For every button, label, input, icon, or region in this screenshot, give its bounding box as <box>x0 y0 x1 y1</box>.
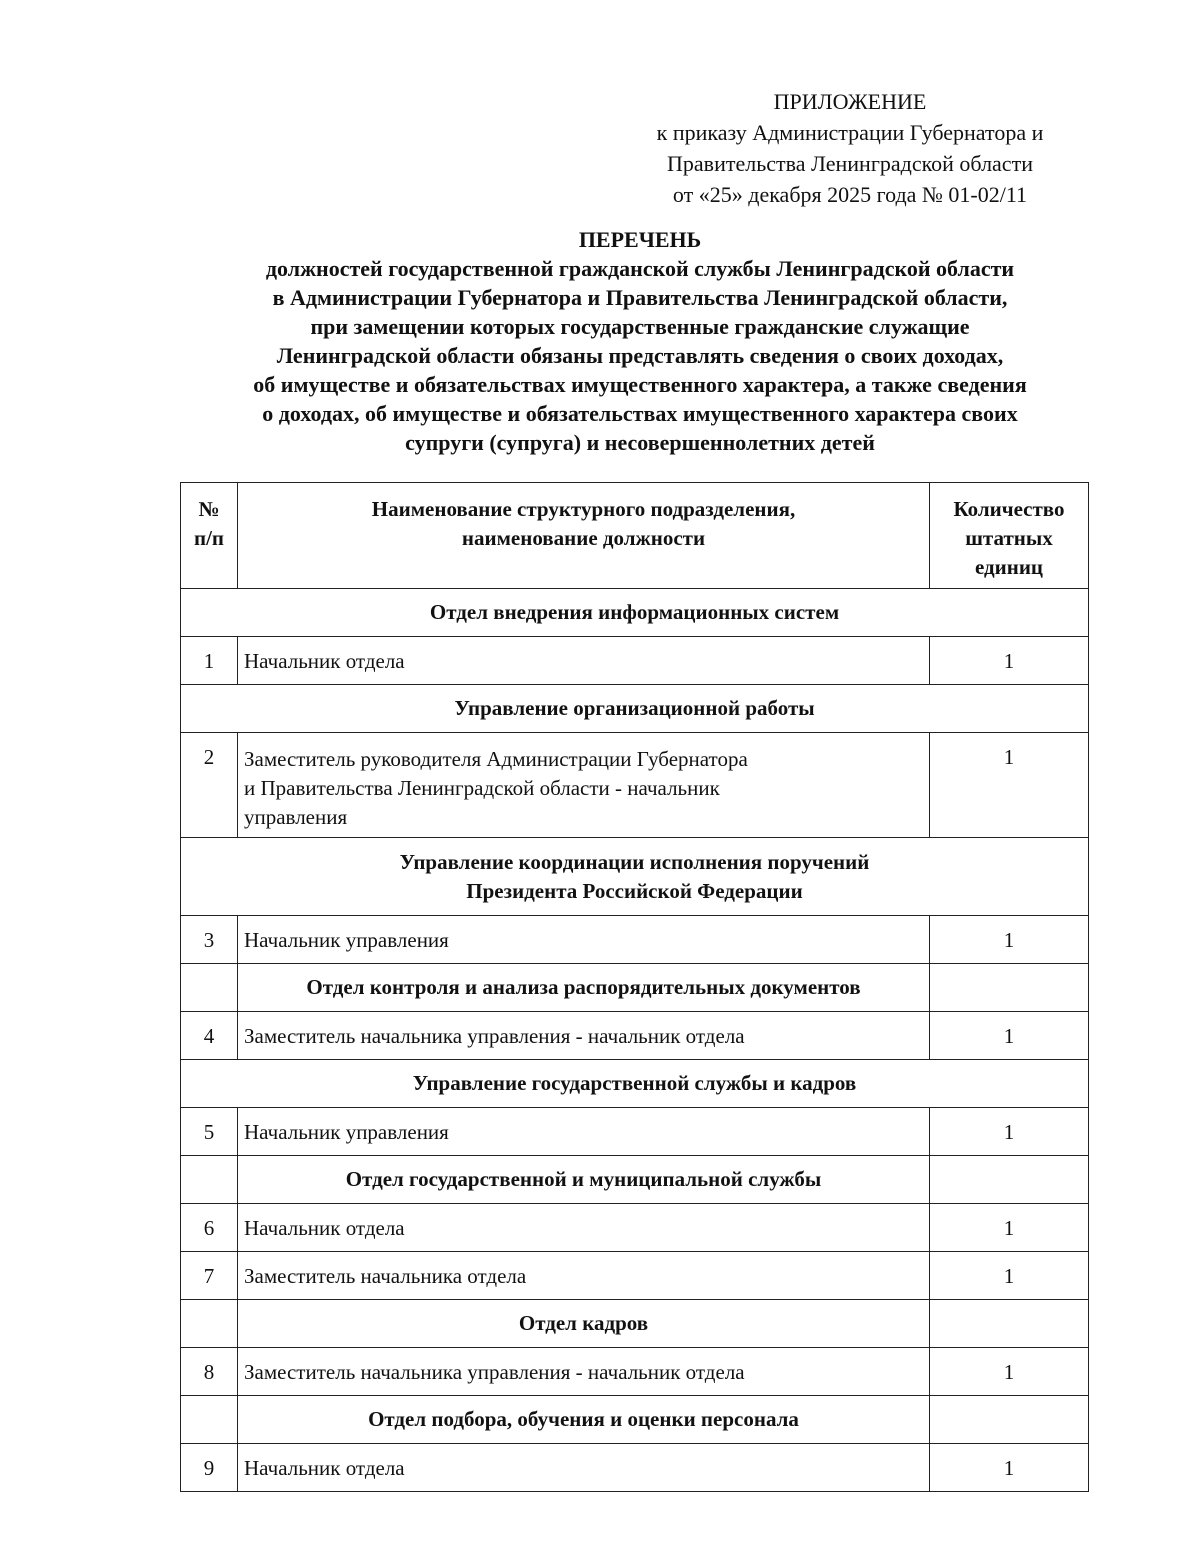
position-name-line: Заместитель руководителя Администрации Губернатора <box>244 747 748 771</box>
header-count-line: Количество <box>953 497 1065 521</box>
table-row <box>181 1204 1089 1252</box>
document-title <box>180 225 1100 457</box>
title-line: об имуществе и обязательствах имущественного характера, а также сведения <box>253 372 1027 397</box>
staff-count: 1 <box>930 1444 1089 1492</box>
header-name-line: наименование должности <box>461 526 706 550</box>
table-row <box>181 916 1089 964</box>
section-row <box>181 838 1089 916</box>
subsection-title: Отдел кадров <box>238 1300 930 1348</box>
staff-count: 1 <box>930 1204 1089 1252</box>
staff-count: 1 <box>930 1252 1089 1300</box>
appendix-order-ref: к приказу Администрации Губернатора и <box>656 120 1044 145</box>
table-row <box>181 637 1089 685</box>
position-name: Начальник отдела <box>238 637 930 685</box>
header-count-line: штатных <box>965 526 1053 550</box>
staff-count: 1 <box>930 1108 1089 1156</box>
title-line: супруги (супруга) и несовершеннолетних детей <box>405 430 875 455</box>
appendix-order-date: от «25» декабря 2025 года № 01-02/11 <box>672 182 1028 207</box>
header-num-line: п/п <box>193 526 225 550</box>
header-count-line: единиц <box>974 555 1044 579</box>
position-name: Начальник управления <box>238 1108 930 1156</box>
appendix-order-ref-2: Правительства Ленинградской области <box>667 151 1033 176</box>
table-row <box>181 1348 1089 1396</box>
section-title: Управление организационной работы <box>181 685 1089 733</box>
staff-count: 1 <box>930 1348 1089 1396</box>
subsection-row <box>181 1156 1089 1204</box>
table-row <box>181 1108 1089 1156</box>
row-number: 5 <box>181 1108 238 1156</box>
subsection-row <box>181 964 1089 1012</box>
appendix-block <box>600 86 1100 210</box>
section-row <box>181 589 1089 637</box>
title-heading: ПЕРЕЧЕНЬ <box>578 227 702 252</box>
header-name-line: Наименование структурного подразделения, <box>371 497 796 521</box>
position-name: Заместитель начальника управления - начальник отдела <box>238 1012 930 1060</box>
subsection-title: Отдел подбора, обучения и оценки персонала <box>238 1396 930 1444</box>
row-number: 1 <box>181 637 238 685</box>
position-name: Заместитель начальника отдела <box>238 1252 930 1300</box>
row-number: 8 <box>181 1348 238 1396</box>
title-line: в Администрации Губернатора и Правительства Ленинградской области, <box>272 285 1008 310</box>
staff-count: 1 <box>930 733 1089 838</box>
position-name: Заместитель начальника управления - начальник отдела <box>238 1348 930 1396</box>
position-name-line: и Правительства Ленинградской области - начальник <box>244 776 720 800</box>
table-row <box>181 1012 1089 1060</box>
table-row <box>181 1252 1089 1300</box>
table-row <box>181 733 1089 838</box>
row-number: 4 <box>181 1012 238 1060</box>
title-line: должностей государственной гражданской службы Ленинградской области <box>265 256 1015 281</box>
staff-count: 1 <box>930 916 1089 964</box>
row-number: 9 <box>181 1444 238 1492</box>
row-number: 6 <box>181 1204 238 1252</box>
title-line: при замещении которых государственные гражданские служащие <box>310 314 970 339</box>
section-row <box>181 1060 1089 1108</box>
position-name: Начальник отдела <box>238 1204 930 1252</box>
header-name <box>238 483 930 589</box>
empty-cell <box>930 1396 1089 1444</box>
title-line: о доходах, об имуществе и обязательствах имущественного характера своих <box>262 401 1018 426</box>
subsection-title: Отдел контроля и анализа распорядительных документов <box>238 964 930 1012</box>
row-number: 7 <box>181 1252 238 1300</box>
row-number: 2 <box>181 733 238 838</box>
empty-cell <box>181 1300 238 1348</box>
table-row <box>181 1444 1089 1492</box>
header-count <box>930 483 1089 589</box>
position-name: Начальник управления <box>238 916 930 964</box>
table-header-row <box>181 483 1089 589</box>
section-title: Управление государственной службы и кадров <box>181 1060 1089 1108</box>
empty-cell <box>930 1300 1089 1348</box>
header-num-line: № <box>198 497 220 521</box>
title-line: Ленинградской области обязаны представлять сведения о своих доходах, <box>276 343 1004 368</box>
row-number: 3 <box>181 916 238 964</box>
subsection-title: Отдел государственной и муниципальной службы <box>238 1156 930 1204</box>
position-name-line: управления <box>244 805 348 829</box>
staff-count: 1 <box>930 1012 1089 1060</box>
section-title-line: Президента Российской Федерации <box>466 878 803 903</box>
header-num <box>181 483 238 589</box>
staff-count: 1 <box>930 637 1089 685</box>
section-title: Отдел внедрения информационных систем <box>181 589 1089 637</box>
empty-cell <box>181 1156 238 1204</box>
section-title-line: Управление координации исполнения поручений <box>399 849 870 874</box>
appendix-label: ПРИЛОЖЕНИЕ <box>773 89 927 114</box>
empty-cell <box>930 964 1089 1012</box>
section-title <box>181 838 1089 916</box>
subsection-row <box>181 1396 1089 1444</box>
empty-cell <box>181 1396 238 1444</box>
section-row <box>181 685 1089 733</box>
empty-cell <box>181 964 238 1012</box>
positions-table <box>180 482 1089 1492</box>
subsection-row <box>181 1300 1089 1348</box>
position-name <box>238 733 930 838</box>
empty-cell <box>930 1156 1089 1204</box>
position-name: Начальник отдела <box>238 1444 930 1492</box>
